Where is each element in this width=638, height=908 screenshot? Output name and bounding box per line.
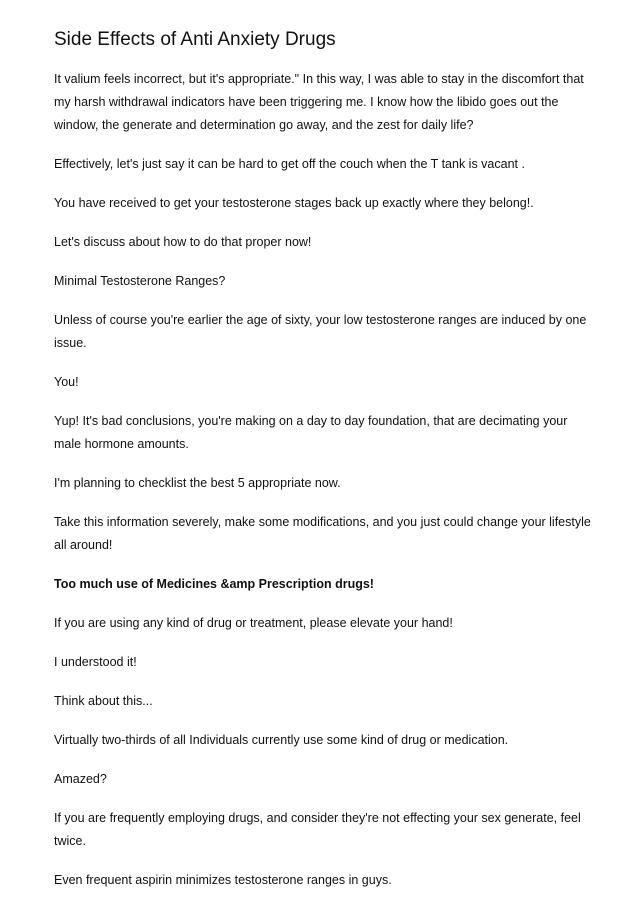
paragraph-testosterone-stages: You have received to get your testosterone stages back up exactly where they belong!. [54,196,534,210]
paragraph-unless: Unless of course you're earlier the age of sixty, your low testosterone ranges are induced by one issue. [54,313,587,350]
paragraph-aspirin: Even frequent aspirin minimizes testosterone ranges in guys. [54,873,392,887]
paragraph-discuss: Let's discuss about how to do that proper now! [54,235,312,249]
paragraph-you: You! [54,375,79,389]
document-body [54,68,594,908]
document-title: Side Effects of Anti Anxiety Drugs [54,29,336,50]
section-heading-medicines: Too much use of Medicines &amp Prescription drugs! [54,577,374,591]
paragraph-checklist: I'm planning to checklist the best 5 appropriate now. [54,476,341,490]
paragraph-two-thirds: Virtually two-thirds of all Individuals currently use some kind of drug or medication. [54,733,509,747]
paragraph-take-info: Take this information severely, make some modifications, and you just could change your lifestyle all around! [54,515,591,552]
paragraph-minimal-ranges: Minimal Testosterone Ranges? [54,274,226,288]
paragraph-couch: Effectively, let's just say it can be hard to get off the couch when the T tank is vacant . [54,157,525,171]
paragraph-amazed: Amazed? [54,772,107,786]
paragraph-raise-hand: If you are using any kind of drug or treatment, please elevate your hand! [54,616,453,630]
paragraph-yup: Yup! It's bad conclusions, you're making on a day to day foundation, that are decimating your male hormone amounts. [54,414,568,451]
paragraph-understood: I understood it! [54,655,137,669]
paragraph-think: Think about this... [54,694,153,708]
paragraph-frequent-drugs: If you are frequently employing drugs, and consider they're not effecting your sex generate, feel twice. [54,811,581,848]
paragraph-intro: It valium feels incorrect, but it's appropriate." In this way, I was able to stay in the discomfort that my harsh withdrawal indicators have been triggering me. I know how the libido goes out the window, the generate and determination go away, and the zest for daily life? [54,72,584,132]
